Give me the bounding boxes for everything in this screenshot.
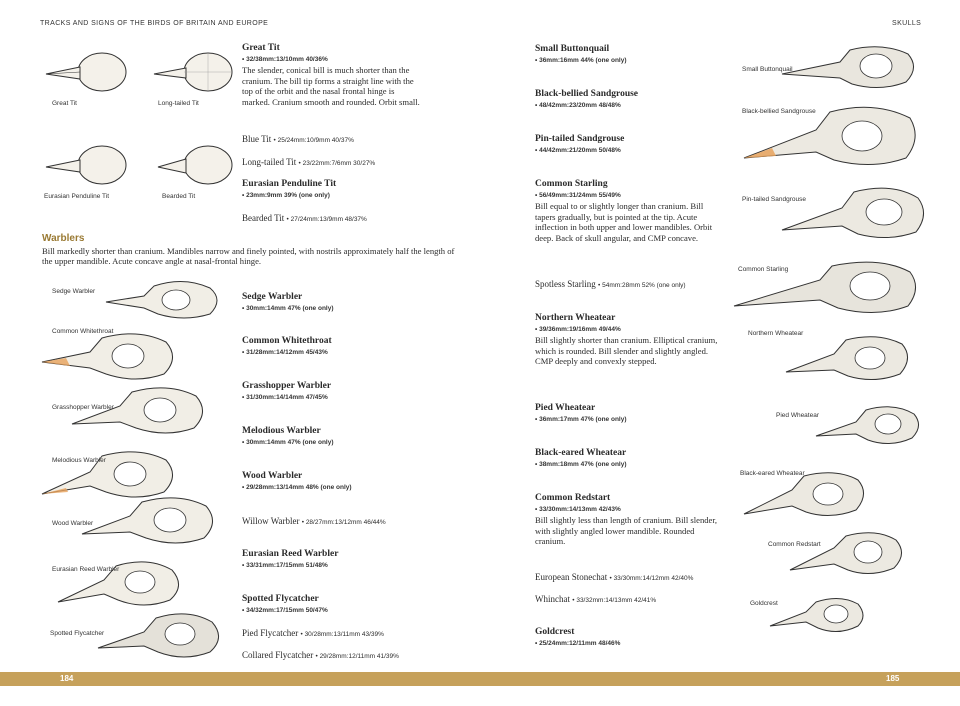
entry-grasshopper-warbler (242, 381, 331, 403)
entry-measurements: • 25/24mm:12/11mm 48/46% (535, 640, 621, 647)
entry-description: The slender, conical bill is much shorter than the cranium. The bill tip forms a straight line with the top of the orbit and the nasal frontal hinge is marked. Cranium smooth and rounded. Orbit small. (242, 65, 420, 107)
entry-measurements: • 33/30mm:14/13mm 42/43% (535, 506, 621, 513)
entry-measurements: • 23mm:9mm 39% (one only) (242, 192, 330, 199)
figure-label-sedge-warbler: Sedge Warbler (52, 288, 96, 295)
entry-common-starling (535, 179, 720, 243)
entry-measurements: • 31/28mm:14/12mm 45/43% (242, 349, 328, 356)
entry-name: Goldcrest (535, 627, 575, 637)
inline-entry-willow-warbler (242, 516, 386, 526)
small-buttonquail-skull-illustration (780, 44, 920, 92)
figure-label-melodious-warbler: Melodious Warbler (52, 457, 106, 464)
inline-entry-pied-flycatcher (242, 628, 384, 638)
entry-name: Common Redstart (535, 493, 611, 503)
figure-label-penduline-tit: Eurasian Penduline Tit (44, 193, 110, 200)
figure-label-reed-warbler: Eurasian Reed Warbler (52, 566, 120, 573)
entry-measurements: • 29/28mm:12/11mm 41/39% (315, 653, 399, 660)
pin-tailed-sandgrouse-skull-illustration (780, 186, 930, 242)
figure-label-wood-warbler: Wood Warbler (52, 520, 94, 527)
entry-measurements: • 36mm:17mm 47% (one only) (535, 416, 627, 423)
running-head-left: TRACKS AND SIGNS OF THE BIRDS OF BRITAIN AND EUROPE (40, 20, 269, 27)
entry-description: Bill equal to or slightly longer than cranium. Bill tapers gradually, but is pointed at the tip. Acute inflection in both upper and lower mandibles. Orbit deep. Back of skull angular, and CMP concave. (535, 201, 713, 243)
running-head-right: SKULLS (892, 20, 922, 27)
entry-melodious-warbler (242, 426, 334, 448)
entry-name: Bearded Tit (242, 213, 285, 223)
page-number-left: 184 (60, 674, 74, 683)
entry-measurements: • 23/22mm:7/6mm 30/27% (298, 160, 376, 167)
great-tit-skull-illustration (44, 50, 128, 94)
entry-name: Pied Wheatear (535, 403, 596, 413)
entry-northern-wheatear (535, 313, 720, 367)
entry-measurements: • 33/32mm:14/13mm 42/41% (572, 597, 657, 604)
inline-entry-whinchat (535, 594, 656, 604)
entry-description: Bill slightly less than length of cranium. Bill slender, with slightly angled lower mandible. Rounded cranium. (535, 515, 718, 547)
figure-label-common-whitethroat: Common Whitethroat (52, 328, 114, 335)
entry-pied-wheatear (535, 403, 627, 425)
inline-entry-blue-tit (242, 134, 354, 144)
entry-measurements: • 30mm:14mm 47% (one only) (242, 439, 334, 446)
entry-name: Great Tit (242, 43, 280, 53)
figure-label-small-buttonquail: Small Buttonquail (742, 66, 793, 73)
entry-description: Bill slightly shorter than cranium. Elliptical cranium, which is rounded. Bill slender and slightly angled. CMP deeply and convexly stepped. (535, 335, 718, 367)
entry-wood-warbler (242, 471, 352, 493)
entry-name: Blue Tit (242, 134, 272, 144)
entry-measurements: • 31/30mm:14/14mm 47/45% (242, 394, 328, 401)
page-number-right: 185 (886, 674, 900, 683)
figure-label-pied-wheatear: Pied Wheatear (776, 412, 819, 419)
northern-wheatear-skull-illustration (784, 334, 914, 384)
right-page (480, 0, 960, 706)
long-tailed-tit-skull-illustration (150, 50, 234, 94)
pied-wheatear-skull-illustration (814, 404, 924, 448)
entry-measurements: • 56/49mm:31/24mm 55/49% (535, 192, 621, 199)
entry-name: European Stonechat (535, 572, 608, 582)
entry-small-buttonquail (535, 44, 627, 66)
inline-entry-spotless-starling (535, 279, 686, 289)
entry-name: Pied Flycatcher (242, 628, 299, 638)
figure-label-northern-wheatear: Northern Wheatear (748, 330, 804, 337)
entry-measurements: • 30mm:14mm 47% (one only) (242, 305, 334, 312)
entry-name: Whinchat (535, 594, 570, 604)
entry-measurements: • 25/24mm:10/9mm 40/37% (273, 137, 354, 144)
entry-name: Willow Warbler (242, 516, 300, 526)
inline-entry-collared-flycatcher (242, 650, 399, 660)
penduline-tit-skull-illustration (44, 143, 128, 187)
figure-label-common-redstart: Common Redstart (768, 541, 821, 548)
entry-measurements: • 48/42mm:23/20mm 48/48% (535, 102, 621, 109)
entry-penduline-tit (242, 179, 432, 201)
entry-name: Eurasian Penduline Tit (242, 179, 337, 189)
entry-common-whitethroat (242, 336, 332, 358)
entry-goldcrest (535, 627, 620, 649)
spotted-flycatcher-skull-illustration (96, 610, 226, 664)
entry-measurements: • 39/36mm:19/16mm 49/44% (535, 326, 621, 333)
inline-entry-bearded-tit (242, 213, 367, 223)
figure-label-bearded-tit: Bearded Tit (162, 193, 196, 200)
figure-label-common-starling: Common Starling (738, 266, 789, 273)
entry-name: Small Buttonquail (535, 44, 610, 54)
entry-measurements: • 38mm:18mm 47% (one only) (535, 461, 627, 468)
inline-entry-european-stonechat (535, 572, 693, 582)
entry-pin-tailed-sandgrouse (535, 134, 624, 156)
entry-name: Common Whitethroat (242, 336, 332, 346)
section-title-warblers: Warblers (42, 233, 85, 244)
entry-name: Black-eared Wheatear (535, 448, 627, 458)
entry-measurements: • 27/24mm:13/9mm 48/37% (286, 216, 367, 223)
entry-measurements: • 33/30mm:14/12mm 42/40% (609, 575, 694, 582)
entry-name: Sedge Warbler (242, 292, 303, 302)
figure-label-pin-tailed-sandgrouse: Pin-tailed Sandgrouse (742, 196, 806, 203)
entry-great-tit (242, 43, 422, 107)
common-whitethroat-skull-illustration (40, 330, 180, 386)
entry-name: Black-bellied Sandgrouse (535, 89, 639, 99)
wood-warbler-skull-illustration (80, 494, 220, 550)
entry-name: Spotted Flycatcher (242, 594, 319, 604)
entry-measurements: • 30/28mm:13/11mm 43/39% (300, 631, 384, 638)
entry-reed-warbler (242, 549, 338, 571)
figure-label-long-tailed-tit: Long-tailed Tit (158, 100, 199, 107)
figure-label-great-tit: Great Tit (52, 100, 77, 107)
entry-sedge-warbler (242, 292, 334, 314)
entry-name: Wood Warbler (242, 471, 303, 481)
entry-name: Melodious Warbler (242, 426, 321, 436)
entry-common-redstart (535, 493, 725, 547)
entry-name: Pin-tailed Sandgrouse (535, 134, 625, 144)
entry-black-eared-wheatear (535, 448, 627, 470)
entry-name: Spotless Starling (535, 279, 596, 289)
bearded-tit-skull-illustration (150, 143, 234, 187)
figure-label-black-bellied-sandgrouse: Black-bellied Sandgrouse (742, 108, 816, 115)
sedge-warbler-skull-illustration (104, 278, 224, 324)
entry-measurements: • 36mm:16mm 44% (one only) (535, 57, 627, 64)
figure-label-grasshopper-warbler: Grasshopper Warbler (52, 404, 114, 411)
entry-name: Long-tailed Tit (242, 157, 297, 167)
grasshopper-warbler-skull-illustration (70, 384, 210, 440)
entry-measurements: • 33/31mm:17/15mm 51/48% (242, 562, 328, 569)
entry-name: Common Starling (535, 179, 608, 189)
entry-name: Collared Flycatcher (242, 650, 314, 660)
entry-measurements: • 32/38mm:13/10mm 40/36% (242, 56, 328, 63)
goldcrest-skull-illustration (768, 596, 868, 636)
entry-black-bellied-sandgrouse (535, 89, 638, 111)
entry-measurements: • 44/42mm:21/20mm 50/48% (535, 147, 621, 154)
common-redstart-skull-illustration (788, 530, 908, 578)
entry-measurements: • 54mm:28mm 52% (one only) (598, 282, 686, 289)
entry-name: Grasshopper Warbler (242, 381, 332, 391)
entry-name: Eurasian Reed Warbler (242, 549, 339, 559)
figure-label-goldcrest: Goldcrest (750, 600, 778, 607)
section-description-warblers: Bill markedly shorter than cranium. Mandibles narrow and finely pointed, with nostrils approximately half the length of the upper mandible. Acute concave angle at nasal-frontal hinge. (42, 246, 455, 267)
entry-name: Northern Wheatear (535, 313, 616, 323)
inline-entry-long-tailed-tit (242, 157, 375, 167)
entry-spotted-flycatcher (242, 594, 328, 616)
figure-label-spotted-flycatcher: Spotted Flycatcher (50, 630, 105, 637)
entry-measurements: • 34/32mm:17/15mm 50/47% (242, 607, 328, 614)
entry-measurements: • 29/28mm:13/14mm 48% (one only) (242, 484, 352, 491)
figure-label-black-eared-wheatear: Black-eared Wheatear (740, 470, 805, 477)
entry-measurements: • 28/27mm:13/12mm 46/44% (301, 519, 386, 526)
